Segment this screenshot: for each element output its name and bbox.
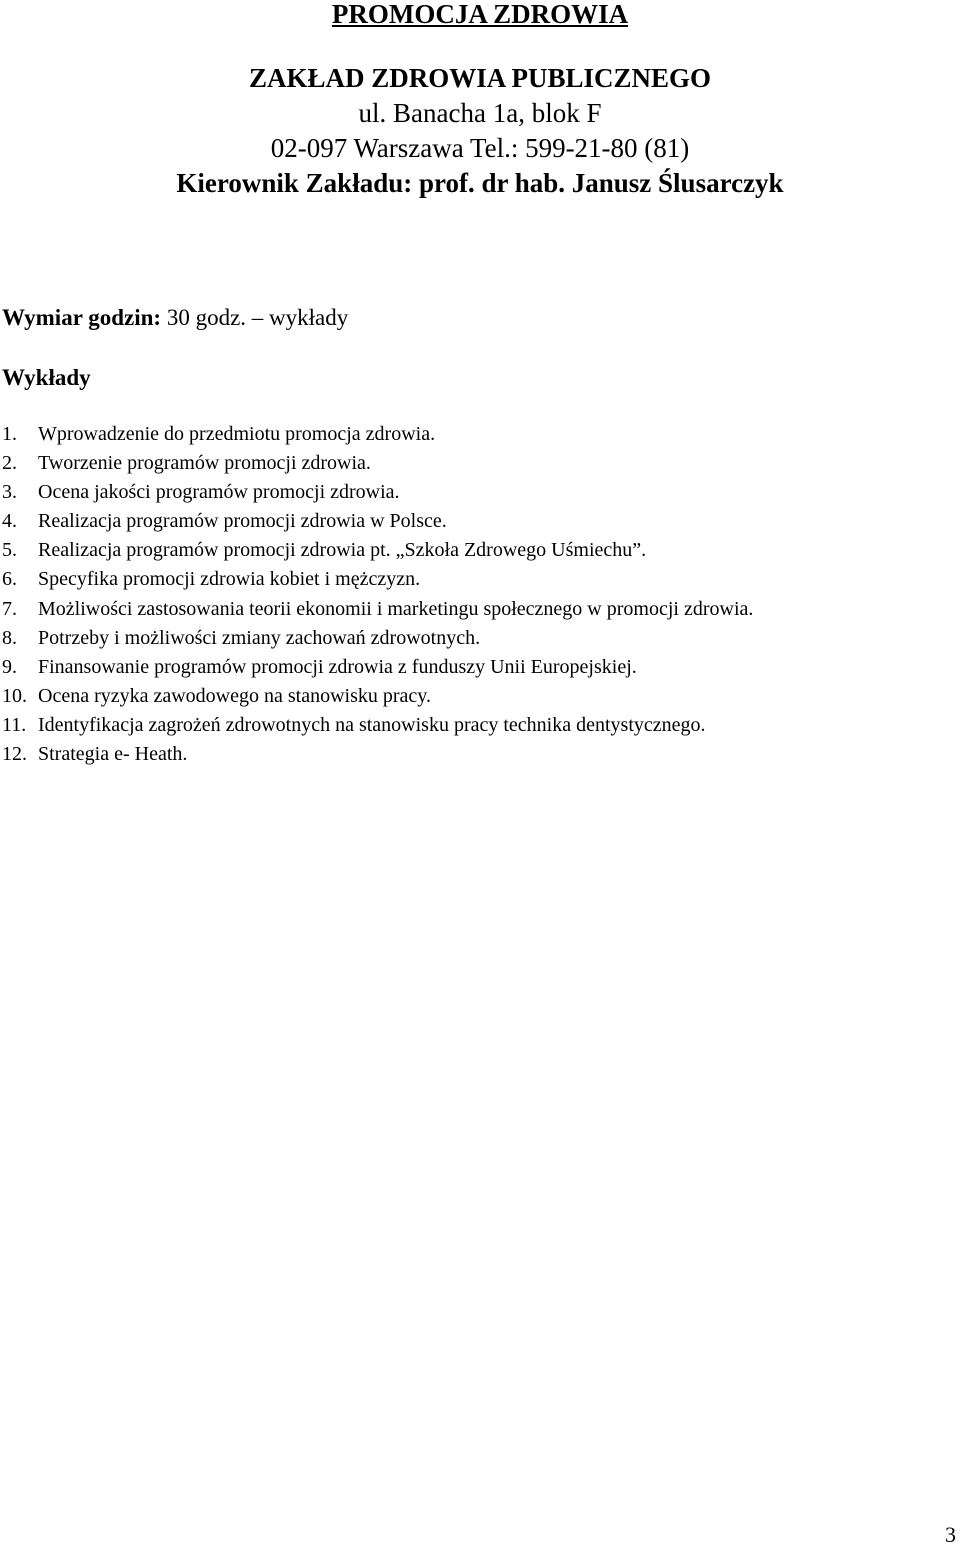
list-item: [2, 711, 753, 740]
item-number: 4.: [2, 510, 17, 533]
list-item: [2, 449, 753, 478]
lectures-heading: Wykłady: [2, 365, 91, 390]
list-item: [2, 624, 753, 653]
list-item: [2, 420, 753, 449]
item-text: Finansowanie programów promocji zdrowia z funduszy Unii Europejskiej.: [38, 655, 637, 678]
item-text: Identyfikacja zagrożeń zdrowotnych na stanowisku pracy technika dentystycznego.: [38, 713, 706, 736]
item-number: 8.: [2, 626, 17, 649]
item-number: 11.: [2, 713, 27, 736]
address-line-1: ul. Banacha 1a, blok F: [358, 98, 602, 128]
item-text: Ocena jakości programów promocji zdrowia.: [38, 481, 400, 504]
page-number: 3: [945, 1522, 956, 1547]
document-title: PROMOCJA ZDROWIA: [331, 0, 629, 29]
item-number: 12.: [2, 743, 27, 766]
item-text: Tworzenie programów promocji zdrowia.: [38, 452, 371, 475]
item-number: 10.: [2, 684, 27, 707]
list-item: [2, 536, 753, 565]
list-item: [2, 653, 753, 682]
lecture-list: [2, 420, 753, 769]
list-item: [2, 507, 753, 536]
item-text: Możliwości zastosowania teorii ekonomii i marketingu społecznego w promocji zdrowia.: [38, 597, 754, 620]
item-number: 2.: [2, 452, 17, 475]
item-text: Potrzeby i możliwości zmiany zachowań zdrowotnych.: [38, 626, 481, 649]
item-number: 6.: [2, 568, 17, 591]
item-text: Ocena ryzyka zawodowego na stanowisku pracy.: [38, 684, 431, 707]
list-item: [2, 595, 753, 624]
item-number: 3.: [2, 481, 17, 504]
item-number: 5.: [2, 539, 17, 562]
institution-header: [0, 61, 960, 201]
list-item: [2, 740, 753, 769]
hours-value: 30 godz. – wykłady: [161, 305, 349, 330]
item-text: Wprowadzenie do przedmiotu promocja zdrowia.: [38, 423, 436, 445]
item-text: Realizacja programów promocji zdrowia pt. „Szkoła Zdrowego Uśmiechu”.: [38, 539, 647, 562]
item-number: 7.: [2, 597, 17, 620]
list-item: [2, 565, 753, 594]
item-number: 1.: [2, 423, 17, 445]
item-number: 9.: [2, 655, 17, 678]
hours-label: Wymiar godzin:: [2, 305, 162, 330]
item-text: Strategia e- Heath.: [38, 743, 188, 766]
list-item: [2, 682, 753, 711]
course-hours: [2, 302, 348, 334]
item-text: Specyfika promocji zdrowia kobiet i mężczyzn.: [38, 568, 421, 591]
institution-name: ZAKŁAD ZDROWIA PUBLICZNEGO: [248, 63, 712, 93]
item-text: Realizacja programów promocji zdrowia w Polsce.: [38, 510, 447, 533]
address-line-2: 02-097 Warszawa Tel.: 599-21-80 (81): [270, 133, 690, 163]
list-item: [2, 478, 753, 507]
department-head: Kierownik Zakładu: prof. dr hab. Janusz Ślusarczyk: [176, 168, 784, 198]
